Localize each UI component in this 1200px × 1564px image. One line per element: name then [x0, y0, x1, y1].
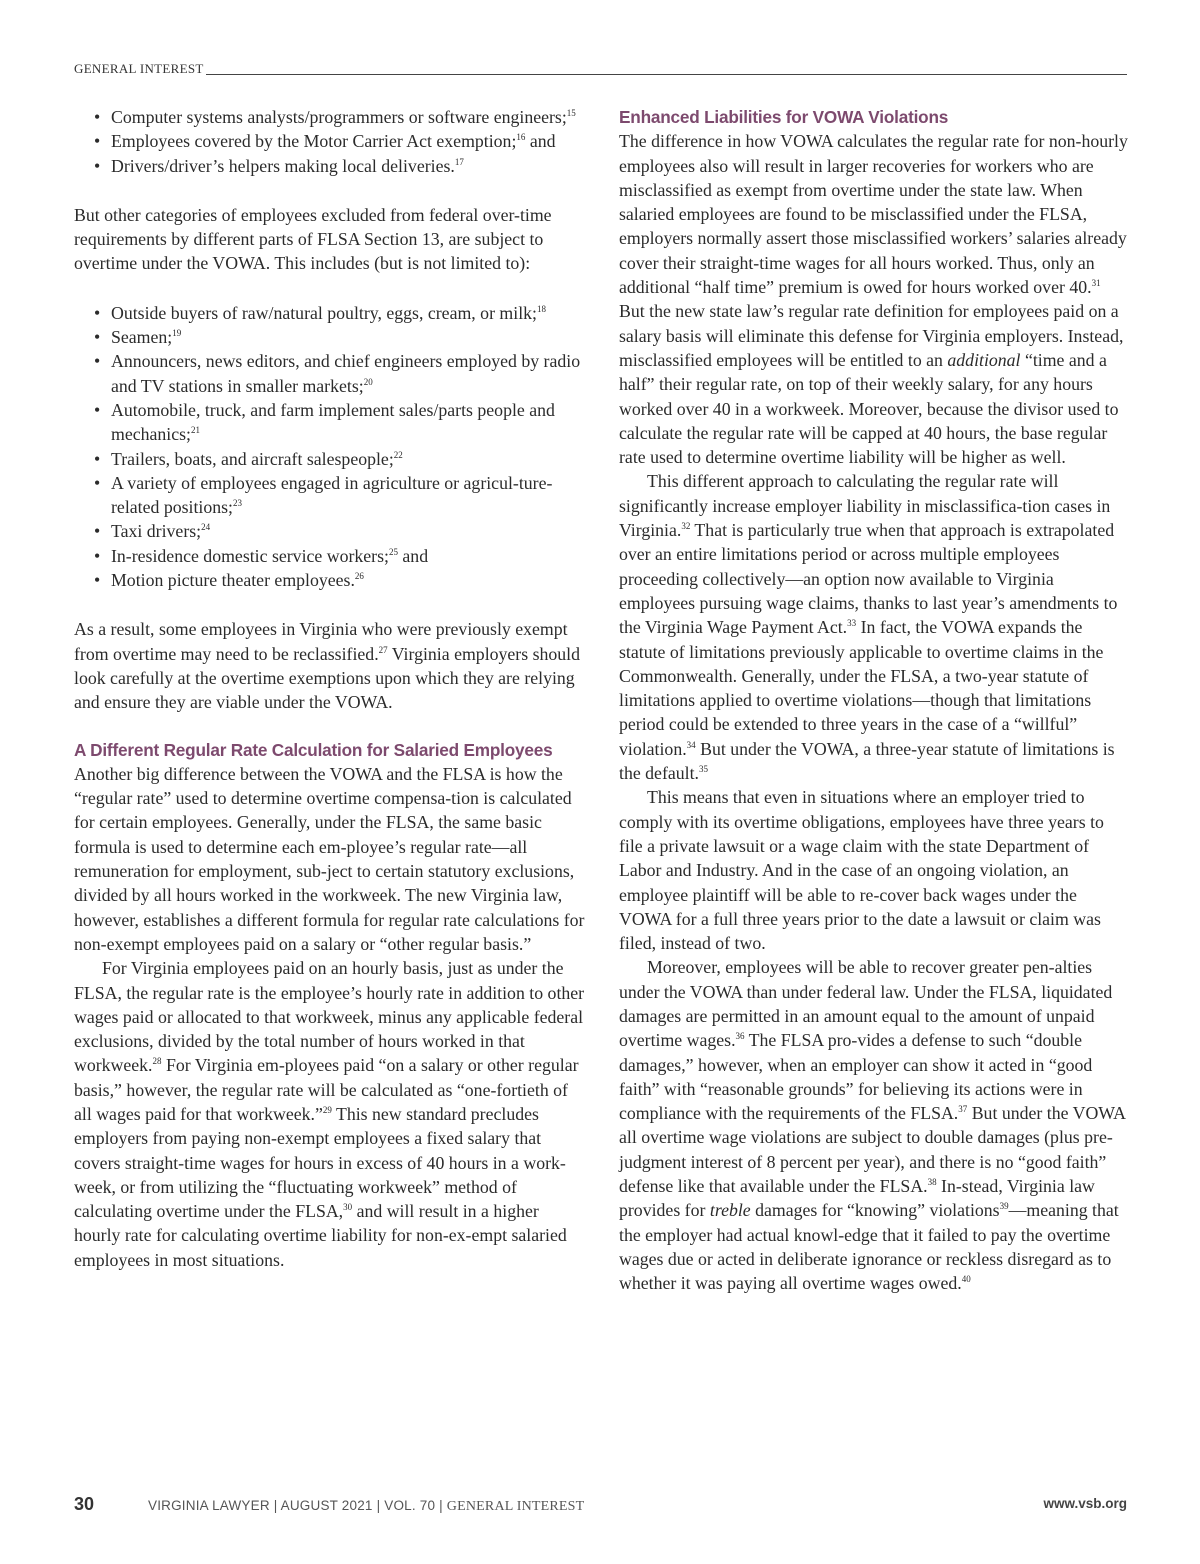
footnote-ref: 21	[190, 425, 200, 436]
bullet-list-exemptions	[74, 105, 586, 178]
paragraph: For Virginia employees paid on an hourly basis, just as under the FLSA, the regular rate is the employee’s hourly rate in addition to other wages paid or allocated to that workweek, minus any applicable federal exclusions, divided by the total number of hours worked in that workweek.$^{28}$ For Virginia em-ployees paid “on a salary or other regular basis,” however, the regular rate will be calculated as “one-fortieth of all wages paid for that workweek.”$^{29}$ This new standard precludes employers from paying non-exempt employees a fixed salary that covers straight-time wages for hours in excess of 40 hours in a work-week, or from utilizing the “fluctuating workweek” method of calculating overtime under the FLSA,$^{30}$ and will result in a higher hourly rate for calculating overtime liability for non-ex-empt salaried employees in most situations.	[74, 958, 585, 1270]
footer-section: GENERAL INTEREST	[446, 1499, 585, 1514]
list-item: • Motion picture theater employees.$^{26}$	[74, 568, 586, 592]
footnote-ref: 36	[735, 1031, 745, 1042]
footnote-ref: 17	[454, 156, 464, 167]
paragraph: The difference in how VOWA calculates the regular rate for non-hourly employees also will result in larger recoveries for workers who are misclassified as exempt from overtime under the state law. When salaried employees are found to be misclassified under the FLSA, employers normally assert those misclassified workers’ salaries already cover their straight-time wages for all hours worked. Thus, only an additional “half time” premium is owed for hours worked over 40.31 But the new state law’s regular rate definition for employees paid on a salary basis will eliminate this defense for Virginia employers. Instead, misclassified employees will be entitled to an additional “time and a half” their regular rate, on top of their weekly salary, for any hours worked over 40 in a workweek. Moreover, because the divisor used to calculate the regular rate will be capped at 40 hours, the base regular rate used to determine overtime liability will be higher as well.	[619, 131, 1128, 468]
right-column	[619, 105, 1129, 1296]
emphasis: treble	[709, 1200, 751, 1221]
section-heading: Enhanced Liabilities for VOWA Violations	[619, 107, 949, 127]
section-label: GENERAL INTEREST	[74, 61, 204, 76]
paragraph: This means that even in situations where an employer tried to comply with its overtime obligations, employees have three years to file a private lawsuit or a wage claim with the state Department of Labor and Industry. And in the case of an ongoing violation, an employee plaintiff will be able to re-cover back wages under the VOWA for a full three years prior to the date a lawsuit or claim was filed, instead of two.	[619, 787, 1104, 954]
list-item: • Outside buyers of raw/natural poultry, eggs, cream, or milk;$^{18}$	[74, 301, 586, 325]
footnote-ref: 37	[958, 1104, 968, 1115]
footnote-ref: 38	[927, 1177, 937, 1188]
paragraph: But other categories of employees excluded from federal over-time requirements by different parts of FLSA Section 13, are subject to overtime under the VOWA. This includes (but is not limited to):	[74, 204, 552, 274]
footnote-ref: 29	[322, 1104, 332, 1115]
page-number: 30	[74, 1494, 95, 1514]
footnote-ref: 18	[536, 303, 546, 314]
list-item: • Computer systems analysts/programmers or software engineers;$^{15}$	[74, 105, 586, 129]
bullet-list-vowa-covered	[74, 301, 586, 593]
footnote-ref: 34	[686, 739, 696, 750]
publication-info: VIRGINIA LAWYER | AUGUST 2021 | VOL. 70 | GENERAL INTEREST	[148, 1498, 585, 1514]
footnote-ref: 16	[516, 132, 526, 143]
footnote-ref: 27	[378, 644, 388, 655]
footnote-ref: 24	[201, 522, 211, 533]
section-heading: A Different Regular Rate Calculation for Salaried Employees	[74, 739, 553, 760]
footnote-ref: 22	[393, 449, 403, 460]
footnote-ref: 39	[999, 1201, 1009, 1212]
list-item: • Taxi drivers;$^{24}$	[74, 519, 586, 543]
footnote-ref: 33	[847, 618, 857, 629]
paragraph: As a result, some employees in Virginia who were previously exempt from overtime may need to be reclassified.$^{27}$ Virginia employers should look carefully at the overtime exemptions upon which they are relying and ensure they are viable under the VOWA.	[74, 619, 581, 713]
paragraph: This different approach to calculating the regular rate will significantly increase employer liability in misclassifica-tion cases in Virginia.$^{32}$ That is particularly true when that approach is extrapolated over an entire limitations period or across multiple employees proceeding collectively—an option now available to Virginia employees pursuing wage claims, thanks to last year’s amendments to the Virginia Wage Payment Act.$^{33}$ In fact, the VOWA expands the statute of limitations previously applicable to overtime claims in the Commonwealth. Generally, under the FLSA, a two-year statute of limitations applied to overtime violations—though that limitations period could be extended to three years in the case of a “willful” violation.$^{34}$ But under the VOWA, a three-year statute of limitations is the default.$^{35}$	[619, 471, 1118, 784]
emphasis: additional	[947, 349, 1021, 370]
list-item: • Automobile, truck, and farm implement sales/parts people and mechanics;$^{21}$	[74, 398, 586, 447]
paragraph: Another big difference between the VOWA and the FLSA is how the “regular rate” used to determine overtime compensa-tion is calculated for certain employees. Generally, under the FLSA, the same basic formula is used to determine each em-ployee’s regular rate—all remuneration for employment, sub-ject to certain statutory exclusions, divided by all hours worked in the workweek. The new Virginia law, however, establishes a different formula for regular rate calculations for non-exempt employees paid on a salary or “other regular basis.”	[74, 763, 585, 954]
footnote-ref: 32	[681, 521, 691, 532]
footnote-ref: 31	[1091, 278, 1101, 289]
header-rule	[206, 74, 1127, 75]
footnote-ref: 30	[343, 1202, 353, 1213]
list-item: • A variety of employees engaged in agriculture or agricul-ture-related positions;$^{23}$	[74, 471, 586, 520]
footnote-ref: 15	[566, 108, 576, 118]
list-item: • Announcers, news editors, and chief engineers employed by radio and TV stations in smaller markets;$^{20}$	[74, 349, 586, 398]
left-column	[74, 105, 586, 1272]
list-item: • Trailers, boats, and aircraft salespeople;$^{22}$	[74, 447, 586, 471]
list-item: • Employees covered by the Motor Carrier Act exemption;$^{16}$ and	[74, 129, 586, 153]
page-footer	[74, 1494, 1127, 1518]
footnote-ref: 26	[354, 571, 364, 582]
footnote-ref: 23	[232, 498, 242, 509]
running-header	[74, 61, 1127, 75]
list-item: • In-residence domestic service workers;$^{25}$ and	[74, 544, 586, 568]
footnote-ref: 35	[698, 764, 708, 775]
list-item: • Drivers/driver’s helpers making local deliveries.$^{17}$	[74, 154, 586, 178]
website-url: www.vsb.org	[1043, 1496, 1127, 1511]
footnote-ref: 40	[961, 1274, 971, 1285]
list-item: • Seamen;$^{19}$	[74, 325, 586, 349]
footnote-ref: 20	[363, 376, 373, 387]
paragraph: Moreover, employees will be able to recover greater pen-alties under the VOWA than under federal law. Under the FLSA, liquidated damages are permitted in an amount equal to the amount of unpaid overtime wages.$^{36}$ The FLSA pro-vides a defense to such “double damages,” however, when an employer can show it acted in “good faith” with “reasonable grounds” for believing its actions were in compliance with the requirements of the FLSA.$^{37}$ But under the VOWA all overtime wage violations are subject to double damages (plus pre-judgment interest of 8 percent per year), and there is no “good faith” defense like that available under the FLSA.$^{38}$ In-stead, Virginia law provides for treble damages for “knowing” violations$^{39}$—meaning that the employer had actual knowl-edge that it failed to pay the overtime wages due or acted in deliberate ignorance or reckless disregard as to whether it was paying all overtime wages owed.$^{40}$	[619, 957, 1125, 1294]
footnote-ref: 19	[172, 328, 182, 339]
footnote-ref: 28	[152, 1056, 162, 1067]
footnote-ref: 25	[388, 546, 398, 557]
